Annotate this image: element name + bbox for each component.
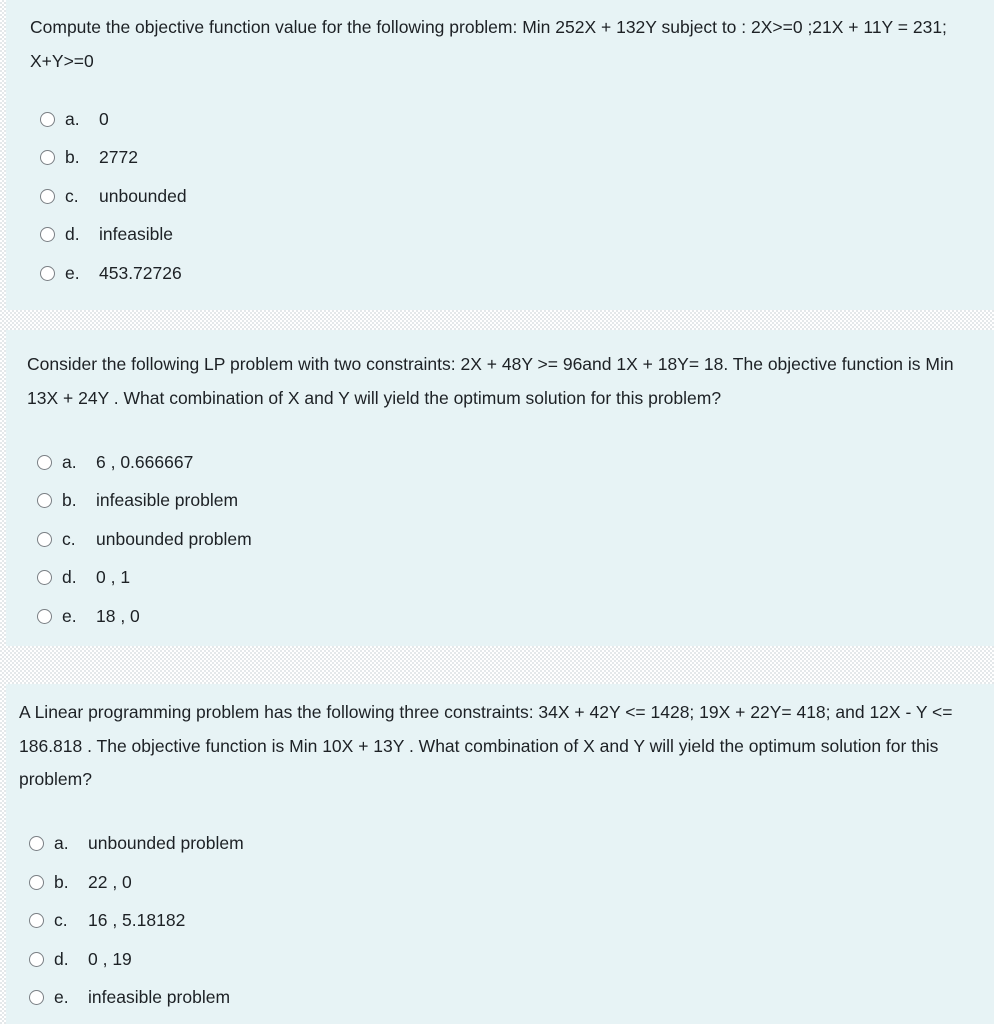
option-text: 22 , 0 [88, 871, 132, 892]
radio-button[interactable] [29, 990, 44, 1005]
radio-button[interactable] [37, 609, 52, 624]
option-c[interactable] [19, 902, 994, 941]
radio-button[interactable] [40, 227, 55, 242]
option-text: 0 , 19 [88, 948, 132, 969]
option-letter: d. [65, 224, 80, 245]
option-letter: b. [54, 871, 69, 892]
option-a[interactable] [19, 825, 994, 864]
option-letter: e. [62, 605, 77, 626]
option-letter: a. [65, 108, 80, 129]
option-e[interactable] [27, 597, 994, 636]
option-b[interactable] [27, 482, 994, 521]
option-c[interactable] [30, 177, 994, 216]
answer-list [30, 100, 994, 293]
option-letter: c. [62, 528, 76, 549]
option-text: unbounded problem [96, 528, 252, 549]
option-letter: e. [54, 987, 69, 1008]
option-letter: a. [54, 833, 69, 854]
option-a[interactable] [27, 443, 994, 482]
radio-button[interactable] [40, 112, 55, 127]
option-c[interactable] [27, 520, 994, 559]
option-text: unbounded [99, 185, 187, 206]
question-text: A Linear programming problem has the following three constraints: 34X + 42Y <= 1428; 19X + 22Y= 418; and 12X - Y <= 186.818 . The objective function is Min 10X + 13Y . What combination of X and Y will yield the optimum solution for this problem? [19, 702, 953, 789]
option-d[interactable] [19, 940, 994, 979]
radio-button[interactable] [29, 952, 44, 967]
option-e[interactable] [19, 979, 994, 1018]
option-text: 2772 [99, 147, 138, 168]
option-text: 453.72726 [99, 262, 182, 283]
radio-button[interactable] [37, 532, 52, 547]
option-text: infeasible problem [96, 490, 239, 511]
radio-button[interactable] [37, 570, 52, 585]
option-e[interactable] [30, 254, 994, 293]
radio-button[interactable] [37, 455, 52, 470]
radio-button[interactable] [29, 836, 44, 851]
radio-button[interactable] [40, 150, 55, 165]
question-2 [6, 330, 994, 646]
option-d[interactable] [27, 559, 994, 598]
option-b[interactable] [19, 863, 994, 902]
option-d[interactable] [30, 216, 994, 255]
option-letter: d. [62, 567, 77, 588]
radio-button[interactable] [40, 189, 55, 204]
option-text: 6 , 0.666667 [96, 451, 194, 472]
option-text: 18 , 0 [96, 605, 140, 626]
answer-list [27, 443, 994, 636]
option-letter: d. [54, 948, 69, 969]
option-letter: c. [65, 185, 79, 206]
option-b[interactable] [30, 139, 994, 178]
option-text: 0 [99, 108, 109, 129]
option-letter: e. [65, 262, 80, 283]
option-letter: c. [54, 910, 68, 931]
question-1 [6, 0, 994, 310]
question-3 [6, 684, 994, 1024]
option-letter: b. [65, 147, 80, 168]
question-text: Consider the following LP problem with two constraints: 2X + 48Y >= 96and 1X + 18Y= 18. The objective function is Min 13X + 24Y . What combination of X and Y will yield the optimum solution for this problem? [27, 354, 954, 408]
option-text: infeasible problem [88, 987, 231, 1008]
option-letter: b. [62, 490, 77, 511]
option-text: unbounded problem [88, 833, 244, 854]
answer-list [19, 825, 994, 1018]
radio-button[interactable] [29, 875, 44, 890]
question-text: Compute the objective function value for the following problem: Min 252X + 132Y subject to : 2X>=0 ;21X + 11Y = 231; X+Y>=0 [30, 17, 947, 71]
radio-button[interactable] [37, 493, 52, 508]
option-text: 0 , 1 [96, 567, 131, 588]
option-letter: a. [62, 451, 77, 472]
option-text: 16 , 5.18182 [88, 910, 186, 931]
option-a[interactable] [30, 100, 994, 139]
option-text: infeasible [99, 224, 173, 245]
radio-button[interactable] [40, 266, 55, 281]
radio-button[interactable] [29, 913, 44, 928]
